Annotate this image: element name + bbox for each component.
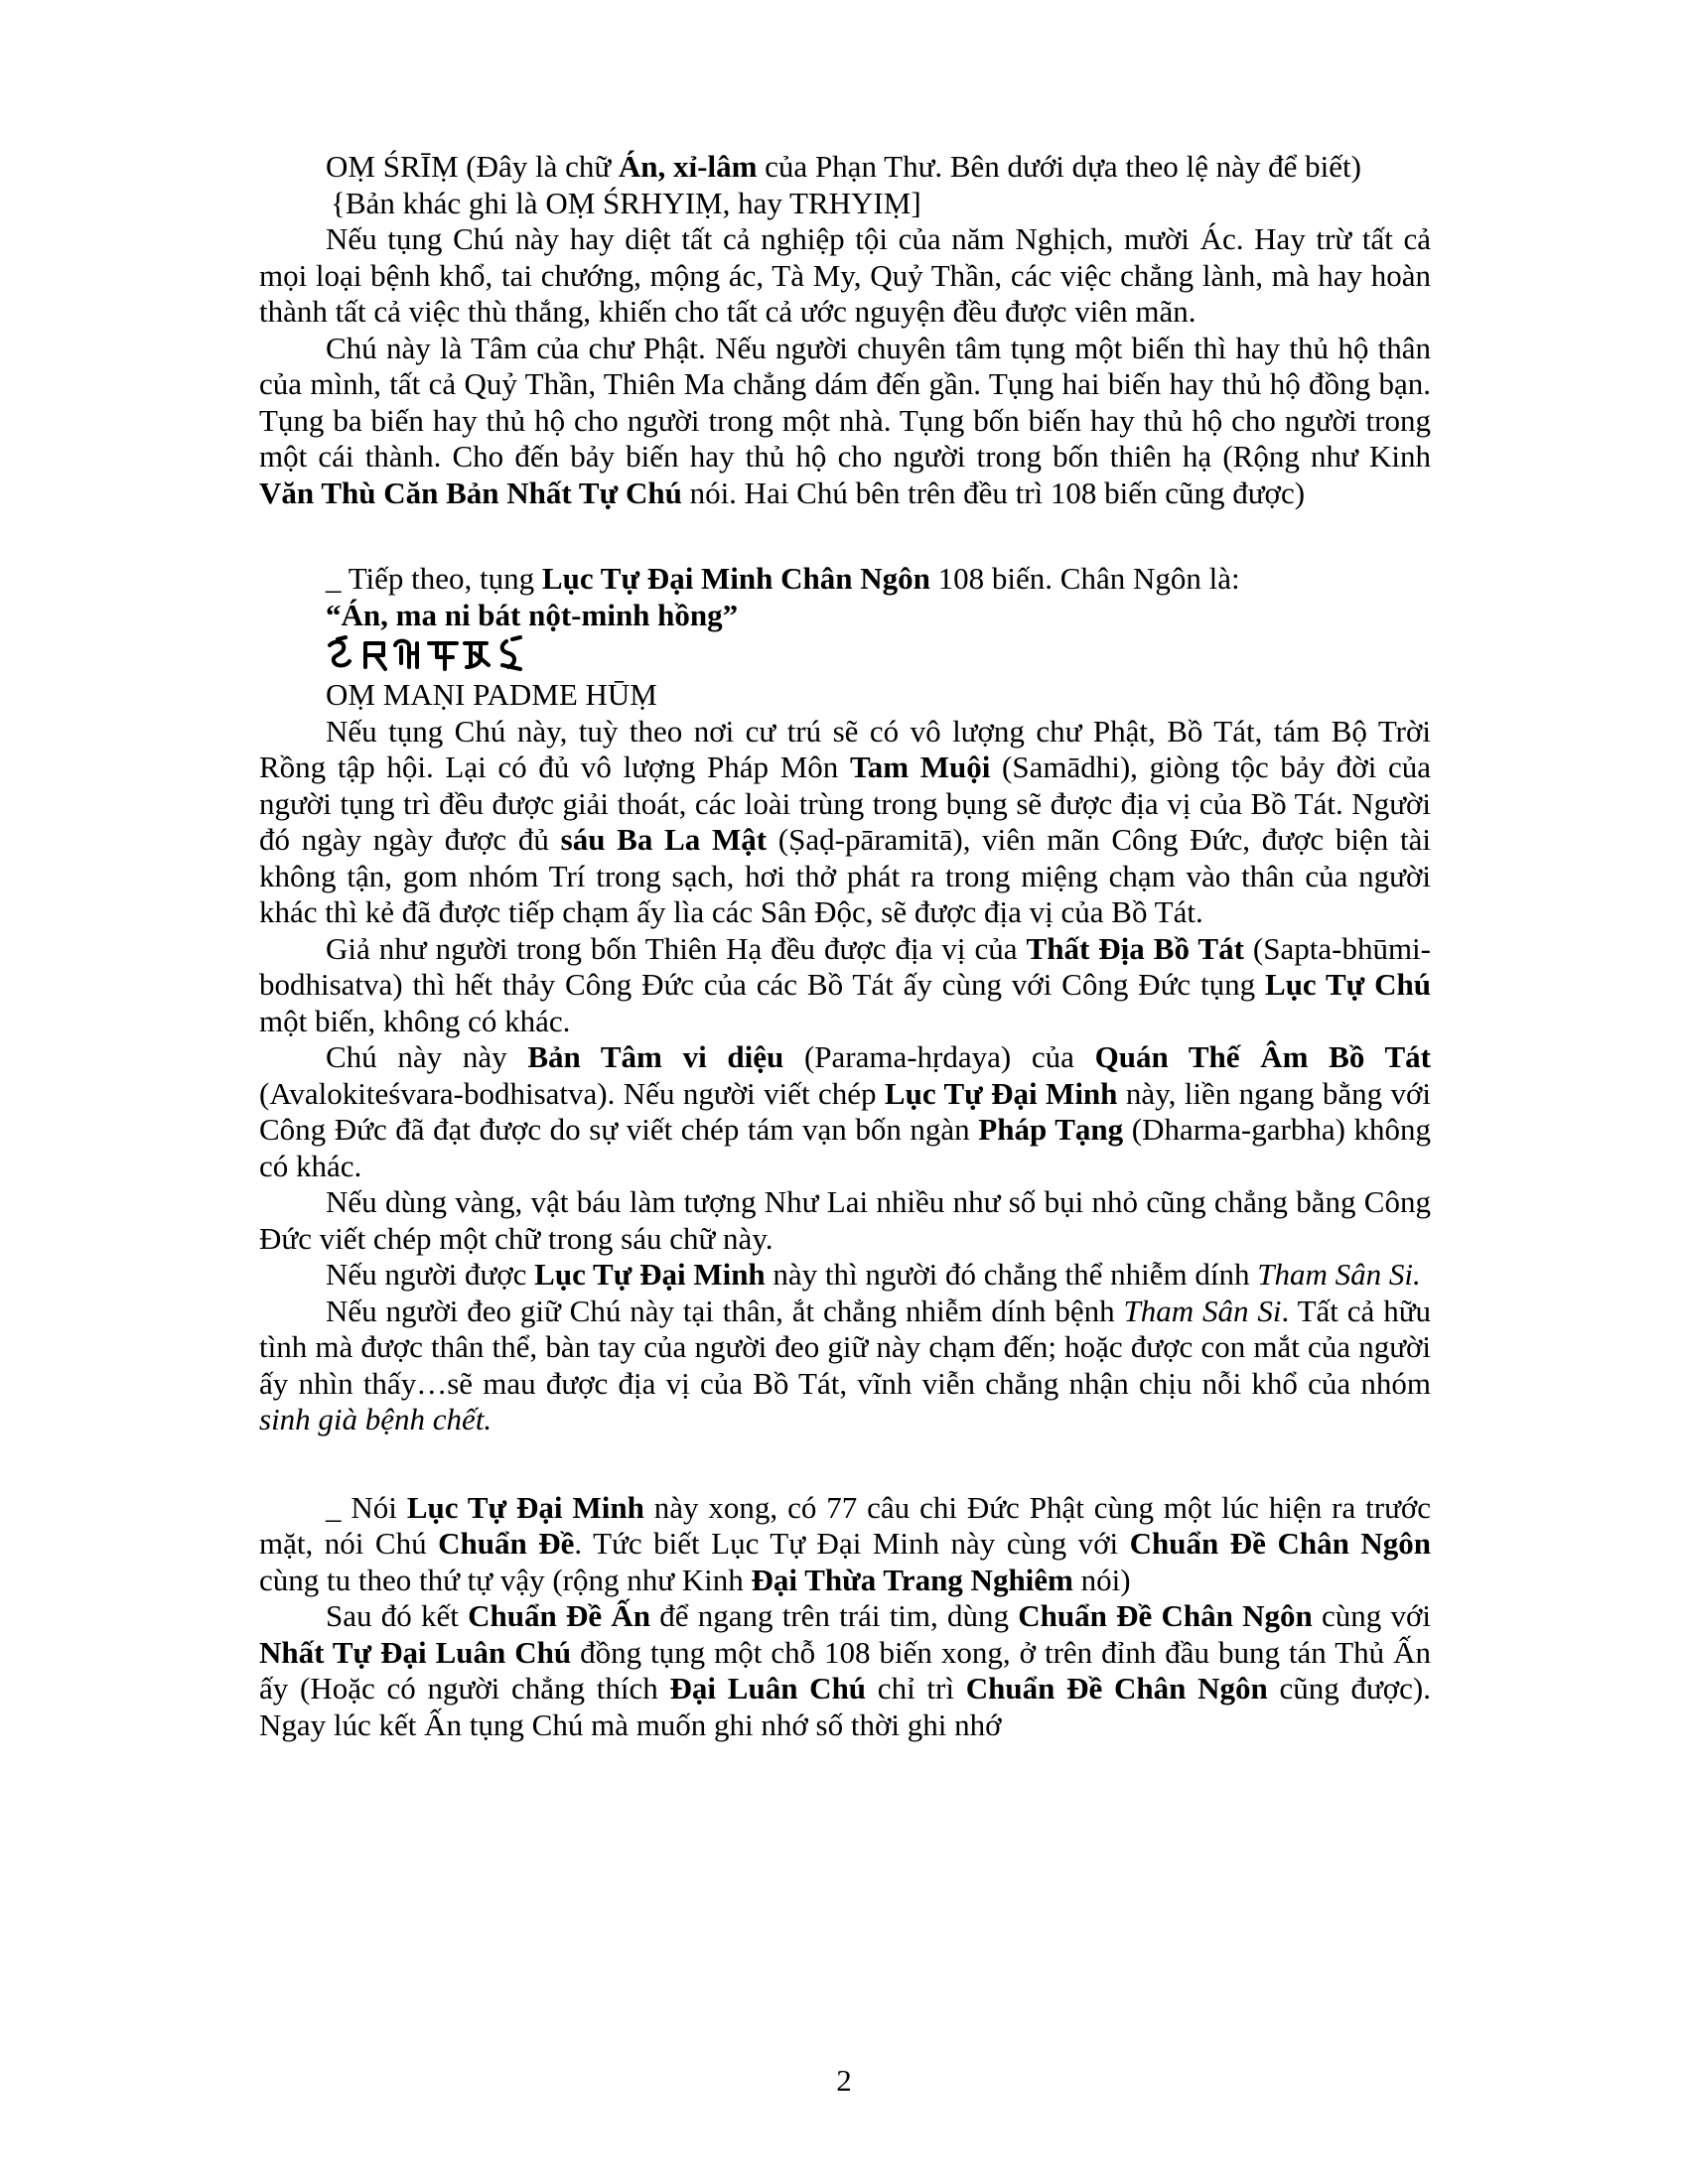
text: Nếu người đeo giữ Chú này tại thân, ắt chẳng nhiễm dính bệnh — [326, 1293, 1124, 1328]
text: nói. Hai Chú bên trên đều trì 108 biến cũng được) — [681, 475, 1306, 510]
text: (Samādhi), giòng tộc bảy đời của người tụng trì đều được giải thoát, các loài trùng trong bụng sẽ được địa vị của Bồ Tát. Người đó ngày ngày được đủ — [259, 750, 1431, 857]
om-srim-note-end: của Phạn Thư. Bên dưới dựa theo lệ này để biết) — [757, 149, 1361, 184]
bold-term: Đại Thừa Trang Nghiêm — [751, 1562, 1073, 1597]
paragraph — [259, 1490, 1431, 1599]
mantra-text: “Án, ma ni bát nột-minh hồng” — [326, 597, 739, 632]
text: cũng được). Ngay lúc kết Ấn tụng Chú mà muốn ghi nhớ số thời ghi nhớ — [259, 1671, 1431, 1742]
text: . Tất cả hữu tình mà được thân thể, bàn tay của người đeo giữ này chạm đến; hoặc được con mắt của người ấy nhìn thấy…sẽ mau được địa vị của Bồ Tát, vĩnh viễn chẳng nhận chịu nỗi khổ của nhóm — [259, 1293, 1432, 1401]
sutra-title: Văn Thù Căn Bản Nhất Tự Chú — [259, 475, 682, 510]
text: này thì người đó chẳng thể nhiễm dính — [765, 1257, 1258, 1292]
text: (Avalokiteśvara-bodhisatva). Nếu người viết chép — [259, 1075, 885, 1111]
bold-term: Lục Tự Chú — [1265, 967, 1432, 1002]
paragraph: Nếu dùng vàng, vật báu làm tượng Như Lai nhiều như số bụi nhỏ cũng chẳng bằng Công Đức viết chép một chữ trong sáu chữ này. — [259, 1184, 1431, 1256]
bold-term: Tam Muội — [849, 750, 991, 784]
om-srim-note: (Đây là chữ — [458, 149, 619, 184]
spacer — [259, 1438, 1431, 1490]
bold-term: Thất Địa Bồ Tát — [1026, 930, 1244, 966]
bold-term: Chuẩn Đề Chân Ngôn — [965, 1671, 1268, 1706]
bold-term: Chuẩn Đề — [438, 1526, 575, 1561]
paragraph — [259, 714, 1431, 931]
paragraph — [259, 1039, 1431, 1184]
bold-term: Lục Tự Đại Minh — [534, 1257, 766, 1292]
text: cùng tu theo thứ tự vậy (rộng như Kinh — [259, 1562, 752, 1597]
siddham-glyphs-icon — [326, 635, 554, 673]
bold-term: Chuẩn Đề Ấn — [468, 1598, 650, 1633]
text: nói) — [1072, 1562, 1131, 1597]
text: _ Nói — [326, 1489, 407, 1525]
bold-term: Nhất Tự Đại Luân Chú — [259, 1634, 572, 1670]
text: Sau đó kết — [326, 1598, 469, 1633]
text: (Dharma-garbha) không có khác. — [259, 1112, 1431, 1183]
italic-term: sinh già bệnh chết. — [259, 1402, 492, 1436]
text: (Parama-hṛdaya) của — [783, 1039, 1095, 1074]
mantra-name: Lục Tự Đại Minh Chân Ngôn — [541, 561, 930, 596]
om-srim: OṂ ŚRĪṂ — [326, 149, 459, 184]
text: (Sapta-bhūmi-bodhisatva) thì hết thảy Công Đức của các Bồ Tát ấy cùng với Công Đức tụng — [259, 930, 1431, 1002]
om-srim-note-bold: Án, xỉ-lâm — [618, 149, 758, 184]
italic-term: Tham Sân Si — [1123, 1293, 1282, 1328]
bold-term: Đại Luân Chú — [669, 1671, 867, 1706]
text: này, liền ngang bằng với Công Đức đã đạt được do sự viết chép tám vạn bốn ngàn — [259, 1075, 1432, 1147]
text: Chú này là Tâm của chư Phật. Nếu người chuyên tâm tụng một biến thì hay thủ hộ thân của mình, tất cả Quỷ Thần, Thiên Ma chẳng dám đến gần. Tụng hai biến hay thủ hộ đồng bạn. Tụng ba biến hay thủ hộ cho người trong một nhà. Tụng bốn biến hay thủ hộ cho người trong một cái thành. Cho đến bảy biến hay thủ hộ cho người trong bốn thiên hạ (Rộng như Kinh — [259, 330, 1431, 474]
text: để ngang trên trái tim, dùng — [649, 1598, 1019, 1633]
text: này xong, có 77 câu chi Đức Phật cùng một lúc hiện ra trước mặt, nói Chú — [259, 1489, 1432, 1561]
variant-note: {Bản khác ghi là OṂ ŚRHYIṂ, hay TRHYIṂ] — [331, 185, 921, 220]
text: (Ṣaḍ-pāramitā), viên mãn Công Đức, được biện tài không tận, gom nhóm Trí trong sạch, hơi thở phát ra trong miệng chạm vào thân của người khác thì kẻ đã được tiếp chạm ấy lìa các Sân Độc, sẽ được địa vị của Bồ Tát. — [259, 822, 1431, 929]
text: Giả như người trong bốn Thiên Hạ đều được địa vị của — [326, 930, 1027, 966]
text-block — [259, 149, 1431, 1743]
text: 108 biến. Chân Ngôn là: — [929, 561, 1240, 596]
bold-term: Bản Tâm vi diệu — [527, 1039, 784, 1074]
bold-term: Chuẩn Đề Chân Ngôn — [1018, 1598, 1313, 1633]
bold-term: Lục Tự Đại Minh — [884, 1075, 1118, 1111]
text: Nếu người được — [326, 1257, 535, 1292]
om-srim-line — [259, 149, 1431, 186]
bold-term: sáu Ba La Mật — [560, 822, 768, 857]
paragraph — [259, 1257, 1431, 1294]
bold-term: Chuẩn Đề Chân Ngôn — [1129, 1526, 1431, 1561]
page-number: 2 — [836, 2063, 852, 2098]
paragraph — [259, 331, 1431, 512]
text: chỉ trì — [866, 1671, 966, 1706]
paragraph — [259, 931, 1431, 1040]
bold-term: Quán Thế Âm Bồ Tát — [1094, 1039, 1431, 1074]
text: đồng tụng một chỗ 108 biến xong, ở trên đỉnh đầu bung tán Thủ Ấn ấy (Hoặc có người chẳng thích — [259, 1634, 1431, 1706]
mantra-romanized: OṂ MAṆI PADME HŪṂ — [326, 677, 657, 712]
text: _ Tiếp theo, tụng — [326, 561, 542, 596]
italic-term: Tham Sân Si. — [1257, 1257, 1421, 1292]
siddham-script-image — [259, 635, 1431, 673]
paragraph: Nếu tụng Chú này hay diệt tất cả nghiệp tội của năm Nghịch, mười Ác. Hay trừ tất cả mọi loại bệnh khổ, tai chướng, mộng ác, Tà My, Quỷ Thần, các việc chẳng lành, mà hay hoàn thành tất cả việc thù thắng, khiến cho tất cả ước nguyện đều được viên mãn. — [259, 221, 1431, 329]
text: một biến, không có khác. — [259, 1003, 571, 1038]
bold-term: Lục Tự Đại Minh — [406, 1489, 644, 1525]
paragraph — [259, 1294, 1431, 1438]
mantra-vietnamese — [259, 598, 1431, 634]
bold-term: Pháp Tạng — [978, 1112, 1124, 1147]
text: Nếu tụng Chú này, tuỳ theo nơi cư trú sẽ có vô lượng chư Phật, Bồ Tát, tám Bộ Trời Rồng tập hội. Lại có đủ vô lượng Pháp Môn — [259, 713, 1431, 784]
text: Chú này này — [326, 1039, 528, 1074]
paragraph — [259, 1598, 1431, 1743]
spacer — [259, 511, 1431, 561]
intro-line — [259, 561, 1431, 598]
text: cùng với — [1312, 1598, 1431, 1633]
text: . Tức biết Lục Tự Đại Minh này cùng với — [574, 1526, 1130, 1561]
